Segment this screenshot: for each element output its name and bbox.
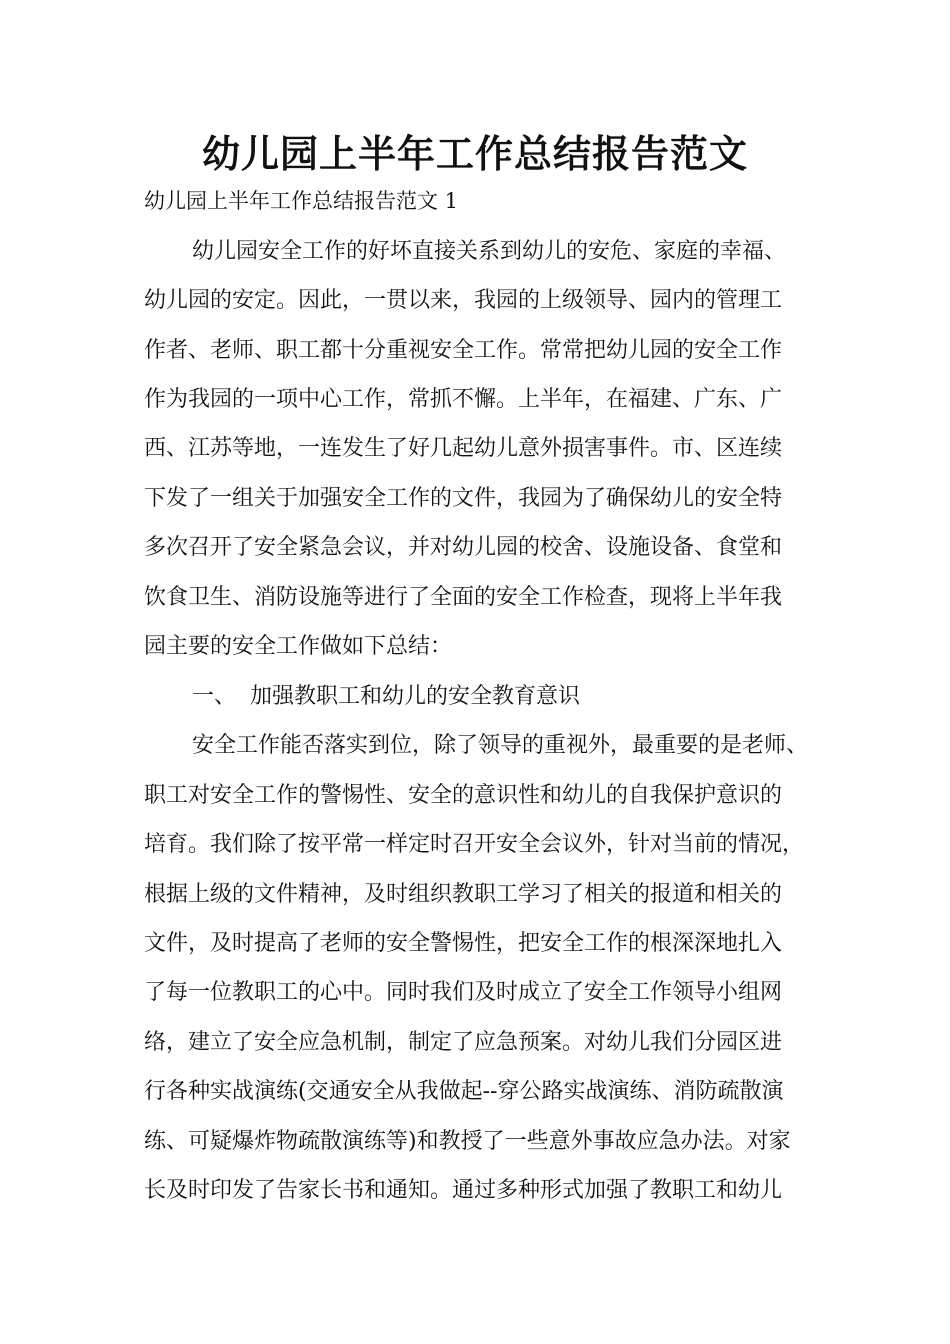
paragraph-line: 幼儿园安全工作的好坏直接关系到幼儿的安危、家庭的幸福、	[192, 239, 787, 264]
section-heading: 一、 加强教职工和幼儿的安全教育意识	[192, 684, 580, 709]
paragraph-line: 文件，及时提高了老师的安全警惕性，把安全工作的根深深地扎入	[144, 931, 783, 956]
paragraph-line: 作者、老师、职工都十分重视安全工作。常常把幼儿园的安全工作	[144, 338, 783, 363]
paragraph-line: 园主要的安全工作做如下总结：	[144, 634, 453, 659]
paragraph-line: 西、江苏等地，一连发生了好几起幼儿意外损害事件。市、区连续	[144, 436, 783, 461]
paragraph-line: 络，建立了安全应急机制，制定了应急预案。对幼儿我们分园区进	[144, 1030, 783, 1055]
paragraph-line: 根据上级的文件精神，及时组织教职工学习了相关的报道和相关的	[144, 882, 783, 907]
paragraph-line: 行各种实战演练(交通安全从我做起--穿公路实战演练、消防疏散演	[144, 1079, 784, 1104]
paragraph-line: 多次召开了安全紧急会议，并对幼儿园的校舍、设施设备、食堂和	[144, 535, 783, 560]
paragraph-line: 下发了一组关于加强安全工作的文件，我园为了确保幼儿的安全特	[144, 486, 783, 511]
paragraph-line: 幼儿园的安定。因此，一贯以来，我园的上级领导、园内的管理工	[144, 288, 783, 313]
paragraph-line: 长及时印发了告家长书和通知。通过多种形式加强了教职工和幼儿	[144, 1178, 783, 1203]
paragraph-line: 练、可疑爆炸物疏散演练等)和教授了一些意外事故应急办法。对家	[144, 1129, 791, 1154]
document-subtitle: 幼儿园上半年工作总结报告范文 1	[144, 189, 459, 213]
document-title: 幼儿园上半年工作总结报告范文	[201, 132, 748, 176]
paragraph-line: 饮食卫生、消防设施等进行了全面的安全工作检查，现将上半年我	[144, 585, 783, 610]
paragraph-line: 作为我园的一项中心工作，常抓不懈。上半年，在福建、广东、广	[144, 387, 783, 412]
paragraph-line: 了每一位教职工的心中。同时我们及时成立了安全工作领导小组网	[144, 980, 783, 1005]
paragraph-line: 安全工作能否落实到位，除了领导的重视外，最重要的是老师、	[192, 733, 809, 758]
paragraph-line: 职工对安全工作的警惕性、安全的意识性和幼儿的自我保护意识的	[144, 783, 783, 808]
paragraph-line: 培育。我们除了按平常一样定时召开安全会议外，针对当前的情况，	[144, 832, 805, 857]
